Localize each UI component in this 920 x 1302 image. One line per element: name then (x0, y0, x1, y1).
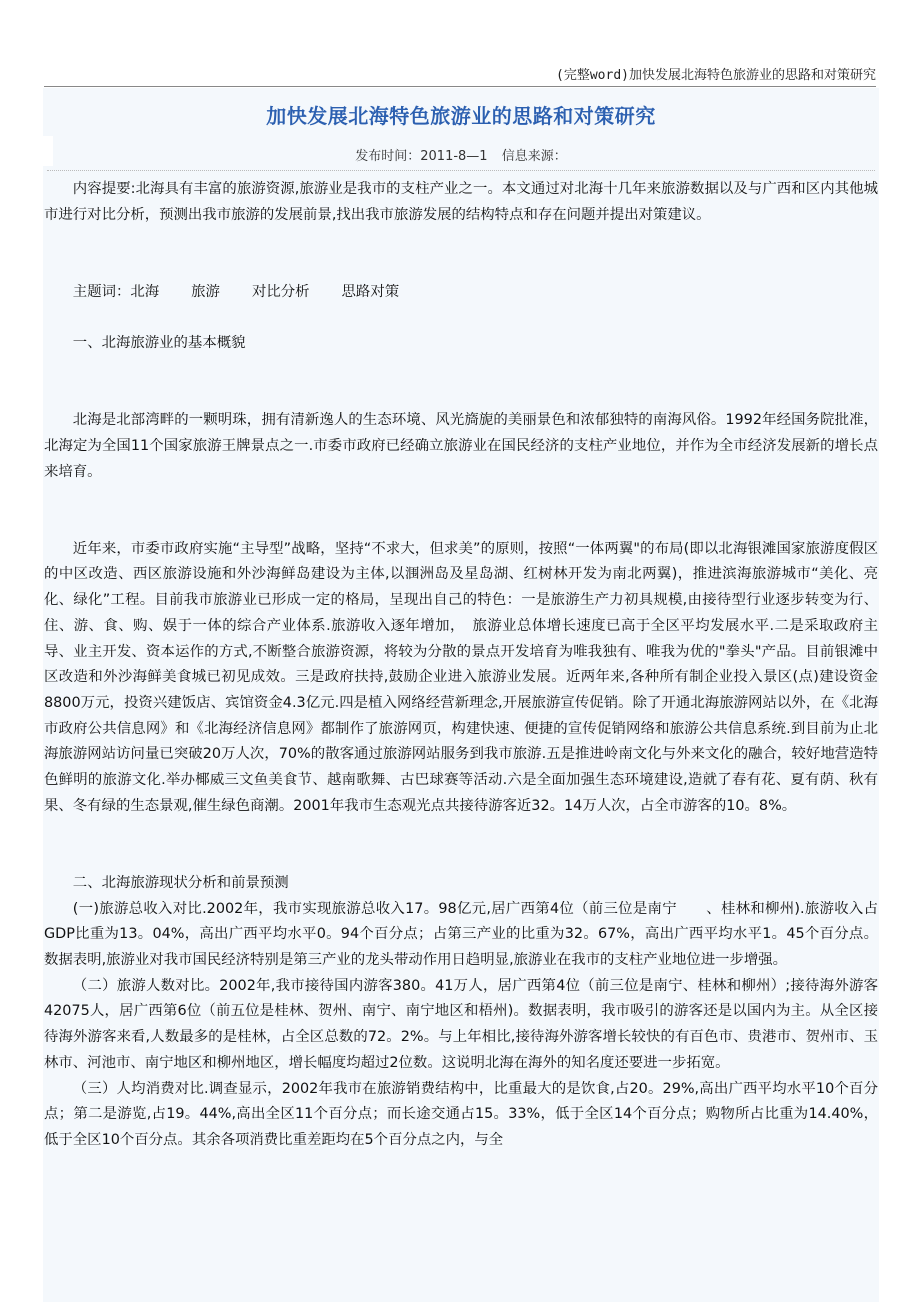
keywords-line (44, 280, 878, 306)
article-title: 加快发展北海特色旅游业的思路和对策研究 (266, 104, 656, 128)
body-paragraph: (一)旅游总收入对比.2002年，我市实现旅游总收入17。98亿元,居广西第4位（前三位是南宁 、桂林和柳州).旅游收入占GDP比重为13。04%，高出广西平均水平0。94个百分点；占第三产业的比重为32。67%，高出广西平均水平1。45个百分点。数据表明,旅游业对我市国民经济特别是第三产业的龙头带动作用日趋明显,旅游业在我市的支柱产业地位进一步增强。 (44, 900, 878, 969)
keyword: 旅游 (191, 283, 220, 300)
abstract-paragraph: 内容提要:北海具有丰富的旅游资源,旅游业是我市的支柱产业之一。本文通过对北海十几年来旅游数据以及与广西和区内其他城市进行对比分析，预测出我市旅游的发展前景,找出我市旅游发展的结构特点和存在问题并提出对策建议。 (44, 181, 878, 223)
document-header-title: (完整word)加快发展北海特色旅游业的思路和对策研究 (556, 68, 876, 83)
keyword: 思路对策 (341, 283, 400, 300)
body-paragraph: 北海是北部湾畔的一颗明珠，拥有清新逸人的生态环境、风光旖旎的美丽景色和浓郁独特的南海风俗。1992年经国务院批准，北海定为全国11个国家旅游王牌景点之一.市委市政府已经确立旅游业在国民经济的支柱产业地位，并作为全市经济发展新的增长点来培育。 (44, 412, 878, 480)
side-mark (43, 136, 53, 166)
body-paragraph: 近年来，市委市政府实施“主导型”战略，坚持“不求大，但求美”的原则，按照“一体两翼"的布局(即以北海银滩国家旅游度假区的中区改造、西区旅游设施和外沙海鲜岛建设为主体,以涠洲岛及星岛湖、红树林开发为南北两翼)，推进滨海旅游城市“美化、亮化、绿化”工程。目前我市旅游业已形成一定的格局，呈现出自己的特色：一是旅游生产力初具规模,由接待型行业逐步转变为行、住、游、食、购、娱于一体的综合产业体系.旅游收入逐年增加， 旅游业总体增长速度已高于全区平均发展水平.二是采取政府主导、业主开发、资本运作的方式,不断整合旅游资源，将较为分散的景点开发培育为唯我独有、唯我为优的"拳头"产品。目前银滩中区改造和外沙海鲜美食城已初见成效。三是政府扶持,鼓励企业进入旅游业发展。近两年来,各种所有制企业投入景区(点)建设资金8800万元，投资兴建饭店、宾馆资金4.3亿元.四是植入网络经营新理念,开展旅游宣传促销。除了开通北海旅游网站以外，在《北海市政府公共信息网》和《北海经济信息网》都制作了旅游网页，构建快速、便捷的宣传促销网络和旅游公共信息系统.到目前为止北海旅游网站访问量已突破20万人次，70%的散客通过旅游网站服务到我市旅游.五是推进岭南文化与外来文化的融合，较好地营造特色鲜明的旅游文化.举办椰威三文鱼美食节、越南歌舞、古巴球赛等活动.六是全面加强生态环境建设,造就了春有花、夏有荫、秋有果、冬有绿的生态景观,催生绿色商潮。2001年我市生态观光点共接待游客近32。14万人次，占全市游客的10。8%。 (44, 540, 878, 814)
article-meta (43, 145, 879, 164)
section-heading: 一、北海旅游业的基本概貌 (72, 335, 246, 352)
keyword: 对比分析 (251, 283, 310, 300)
body-paragraph: （三）人均消费对比.调查显示，2002年我市在旅游销费结构中，比重最大的是饮食,占20。29%,高出广西平均水平10个百分点；第二是游览,占19。44%,高出全区11个百分点；而长途交通占15。33%，低于全区14个百分点；购物所占比重为14.40%，低于全区10个百分点。其余各项消费比重差距均在5个百分点之内，与全 (44, 1080, 878, 1148)
article-body (43, 171, 879, 1154)
keywords-label: 主题词：北海 (72, 283, 160, 300)
publish-date: 发布时间：2011-8—1 (355, 149, 488, 164)
body-paragraph: （二）旅游人数对比。2002年,我市接待国内游客380。41万人，居广西第4位（前三位是南宁、桂林和柳州）;接待海外游客42075人，居广西第6位（前五位是桂林、贺州、南宁、南宁地区和梧州)。数据表明，我市吸引的游客还是以国内为主。从全区接待海外游客来看,人数最多的是桂林，占全区总数的72。2%。与上年相比,接待海外游客增长较快的有百色市、贵港市、贺州市、玉林市、河池市、南宁地区和柳州地区，增长幅度均超过2位数。这说明北海在海外的知名度还要进一步拓宽。 (44, 977, 878, 1071)
source-label: 信息来源： (501, 149, 567, 164)
header-rule (44, 86, 876, 87)
article-container (43, 88, 879, 1302)
section-heading: 二、北海旅游现状分析和前景预测 (72, 874, 289, 891)
